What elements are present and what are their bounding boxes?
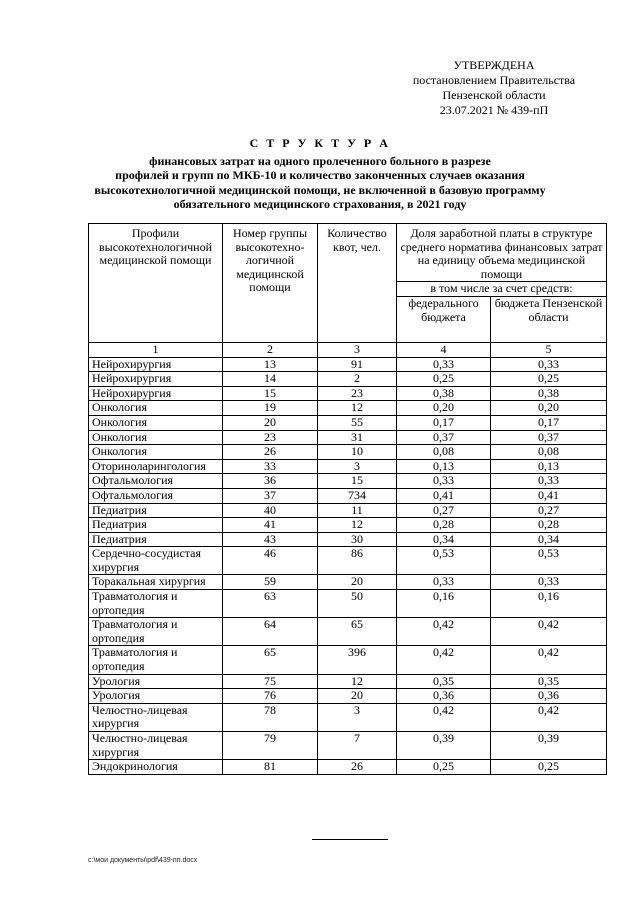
- row-group: 63: [223, 590, 318, 618]
- row-regional-share: 0,41: [491, 488, 607, 503]
- row-quantity: 12: [318, 401, 397, 416]
- row-group: 26: [223, 445, 318, 460]
- row-federal-share: 0,17: [397, 415, 491, 430]
- title-line-1: финансовых затрат на одного пролеченного больного в разрезе: [149, 153, 491, 168]
- row-federal-share: 0,33: [397, 474, 491, 489]
- row-group: 37: [223, 488, 318, 503]
- column-number: 2: [223, 342, 318, 357]
- row-profile: Оториноларингология: [89, 459, 223, 474]
- table-row: [89, 474, 607, 489]
- row-profile: Онкология: [89, 401, 223, 416]
- table-row: [89, 646, 607, 674]
- header-group: Номер группы высокотехно-логичной медицинской помощи: [223, 224, 318, 343]
- row-group: 20: [223, 415, 318, 430]
- row-quantity: 30: [318, 532, 397, 547]
- row-profile: Офтальмология: [89, 488, 223, 503]
- table-row: [89, 518, 607, 533]
- row-quantity: 3: [318, 459, 397, 474]
- row-federal-share: 0,20: [397, 401, 491, 416]
- title-line-3: высокотехнологичной медицинской помощи, не включенной в базовую программу: [94, 182, 546, 197]
- row-federal-share: 0,13: [397, 459, 491, 474]
- row-profile: Педиатрия: [89, 518, 223, 533]
- row-federal-share: 0,42: [397, 703, 491, 731]
- row-group: 13: [223, 357, 318, 372]
- table-row: [89, 372, 607, 387]
- row-group: 75: [223, 674, 318, 689]
- row-quantity: 12: [318, 518, 397, 533]
- title-line-2: профилей и групп по МКБ-10 и количество законченных случаев оказания: [115, 168, 525, 182]
- approval-decree: постановлением Правительства: [412, 73, 576, 87]
- row-quantity: 50: [318, 590, 397, 618]
- row-profile: Нейрохирургия: [89, 386, 223, 401]
- row-group: 76: [223, 689, 318, 704]
- table-row: [89, 618, 607, 646]
- header-quantity: Количество квот, чел.: [318, 224, 397, 343]
- row-profile: Травматология и ортопедия: [89, 590, 223, 618]
- row-profile: Онкология: [89, 430, 223, 445]
- row-regional-share: 0,36: [491, 689, 607, 704]
- row-federal-share: 0,37: [397, 430, 491, 445]
- table-row: [89, 575, 607, 590]
- row-regional-share: 0,08: [491, 445, 607, 460]
- table-row: [89, 689, 607, 704]
- row-profile: Онкология: [89, 445, 223, 460]
- row-group: 81: [223, 760, 318, 775]
- column-number: 5: [491, 342, 607, 357]
- row-regional-share: 0,53: [491, 547, 607, 575]
- table-row: [89, 357, 607, 372]
- row-quantity: 91: [318, 357, 397, 372]
- row-regional-share: 0,33: [491, 474, 607, 489]
- table-header: [89, 224, 607, 343]
- row-quantity: 26: [318, 760, 397, 775]
- row-federal-share: 0,25: [397, 372, 491, 387]
- row-profile: Онкология: [89, 415, 223, 430]
- row-profile: Урология: [89, 674, 223, 689]
- header-regional: бюджета Пензенской области: [491, 296, 607, 342]
- table-row: [89, 415, 607, 430]
- row-regional-share: 0,38: [491, 386, 607, 401]
- row-federal-share: 0,35: [397, 674, 491, 689]
- row-profile: Нейрохирургия: [89, 372, 223, 387]
- row-group: 40: [223, 503, 318, 518]
- table-row: [89, 503, 607, 518]
- row-federal-share: 0,28: [397, 518, 491, 533]
- row-quantity: 20: [318, 689, 397, 704]
- row-federal-share: 0,27: [397, 503, 491, 518]
- table-row: [89, 430, 607, 445]
- column-number: 4: [397, 342, 491, 357]
- row-quantity: 734: [318, 488, 397, 503]
- row-federal-share: 0,38: [397, 386, 491, 401]
- row-regional-share: 0,33: [491, 357, 607, 372]
- table-row: [89, 674, 607, 689]
- table-body: [89, 342, 607, 774]
- row-federal-share: 0,41: [397, 488, 491, 503]
- table-row: [89, 488, 607, 503]
- row-group: 41: [223, 518, 318, 533]
- table-row: [89, 401, 607, 416]
- row-group: 43: [223, 532, 318, 547]
- row-quantity: 86: [318, 547, 397, 575]
- row-quantity: 396: [318, 646, 397, 674]
- column-numbers-row: [89, 342, 607, 357]
- row-group: 65: [223, 646, 318, 674]
- row-group: 64: [223, 618, 318, 646]
- row-group: 33: [223, 459, 318, 474]
- row-group: 79: [223, 732, 318, 760]
- row-federal-share: 0,16: [397, 590, 491, 618]
- row-quantity: 11: [318, 503, 397, 518]
- title-heading: С Т Р У К Т У Р А: [249, 136, 391, 150]
- title-line-4: обязательного медицинского страхования, в 2021 году: [173, 197, 467, 211]
- row-profile: Педиатрия: [89, 503, 223, 518]
- row-regional-share: 0,33: [491, 575, 607, 590]
- row-group: 59: [223, 575, 318, 590]
- row-quantity: 7: [318, 732, 397, 760]
- row-quantity: 12: [318, 674, 397, 689]
- row-quantity: 23: [318, 386, 397, 401]
- row-federal-share: 0,08: [397, 445, 491, 460]
- row-regional-share: 0,17: [491, 415, 607, 430]
- row-quantity: 2: [318, 372, 397, 387]
- header-including: в том числе за счет средств:: [397, 282, 607, 297]
- table-row: [89, 547, 607, 575]
- row-quantity: 15: [318, 474, 397, 489]
- table-row: [89, 445, 607, 460]
- row-regional-share: 0,20: [491, 401, 607, 416]
- row-regional-share: 0,39: [491, 732, 607, 760]
- structure-table: [88, 223, 607, 775]
- row-profile: Сердечно-сосудистая хирургия: [89, 547, 223, 575]
- row-group: 23: [223, 430, 318, 445]
- row-profile: Офтальмология: [89, 474, 223, 489]
- row-quantity: 65: [318, 618, 397, 646]
- row-profile: Челюстно-лицевая хирургия: [89, 732, 223, 760]
- row-group: 78: [223, 703, 318, 731]
- row-group: 46: [223, 547, 318, 575]
- table-row: [89, 532, 607, 547]
- column-number: 1: [89, 342, 223, 357]
- row-quantity: 20: [318, 575, 397, 590]
- row-regional-share: 0,25: [491, 372, 607, 387]
- row-federal-share: 0,42: [397, 618, 491, 646]
- row-quantity: 3: [318, 703, 397, 731]
- row-profile: Эндокринология: [89, 760, 223, 775]
- row-profile: Торакальная хирургия: [89, 575, 223, 590]
- row-regional-share: 0,16: [491, 590, 607, 618]
- row-federal-share: 0,39: [397, 732, 491, 760]
- row-regional-share: 0,42: [491, 703, 607, 731]
- row-regional-share: 0,35: [491, 674, 607, 689]
- file-path: c:\мои документы\pdf\439-пп.docx: [88, 857, 198, 864]
- row-group: 15: [223, 386, 318, 401]
- table-row: [89, 760, 607, 775]
- header-profile: Профили высокотехнологичной медицинской помощи: [89, 224, 223, 343]
- row-federal-share: 0,25: [397, 760, 491, 775]
- row-quantity: 31: [318, 430, 397, 445]
- row-profile: Урология: [89, 689, 223, 704]
- row-federal-share: 0,34: [397, 532, 491, 547]
- row-regional-share: 0,37: [491, 430, 607, 445]
- row-group: 14: [223, 372, 318, 387]
- row-regional-share: 0,13: [491, 459, 607, 474]
- table-row: [89, 703, 607, 731]
- approval-block: [394, 58, 594, 118]
- row-quantity: 10: [318, 445, 397, 460]
- document-title: [80, 136, 560, 212]
- row-regional-share: 0,27: [491, 503, 607, 518]
- row-federal-share: 0,53: [397, 547, 491, 575]
- approval-label: УТВЕРЖДЕНА: [453, 58, 535, 72]
- row-quantity: 55: [318, 415, 397, 430]
- row-group: 36: [223, 474, 318, 489]
- row-profile: Челюстно-лицевая хирургия: [89, 703, 223, 731]
- row-federal-share: 0,36: [397, 689, 491, 704]
- approval-date-number: 23.07.2021 № 439-пП: [439, 103, 549, 117]
- row-regional-share: 0,28: [491, 518, 607, 533]
- row-regional-share: 0,42: [491, 646, 607, 674]
- approval-region: Пензенской области: [442, 88, 546, 102]
- row-profile: Нейрохирургия: [89, 357, 223, 372]
- row-federal-share: 0,33: [397, 357, 491, 372]
- table-row: [89, 732, 607, 760]
- table-row: [89, 590, 607, 618]
- column-number: 3: [318, 342, 397, 357]
- table-row: [89, 386, 607, 401]
- row-federal-share: 0,42: [397, 646, 491, 674]
- header-federal: федерального бюджета: [397, 296, 491, 342]
- row-regional-share: 0,25: [491, 760, 607, 775]
- header-share: Доля заработной платы в структуре среднего норматива финансовых затрат на единицу объема медицинской помощи: [397, 224, 607, 282]
- table-row: [89, 459, 607, 474]
- row-regional-share: 0,34: [491, 532, 607, 547]
- divider-line: [312, 839, 388, 840]
- row-federal-share: 0,33: [397, 575, 491, 590]
- row-group: 19: [223, 401, 318, 416]
- row-profile: Травматология и ортопедия: [89, 646, 223, 674]
- row-regional-share: 0,42: [491, 618, 607, 646]
- row-profile: Педиатрия: [89, 532, 223, 547]
- row-profile: Травматология и ортопедия: [89, 618, 223, 646]
